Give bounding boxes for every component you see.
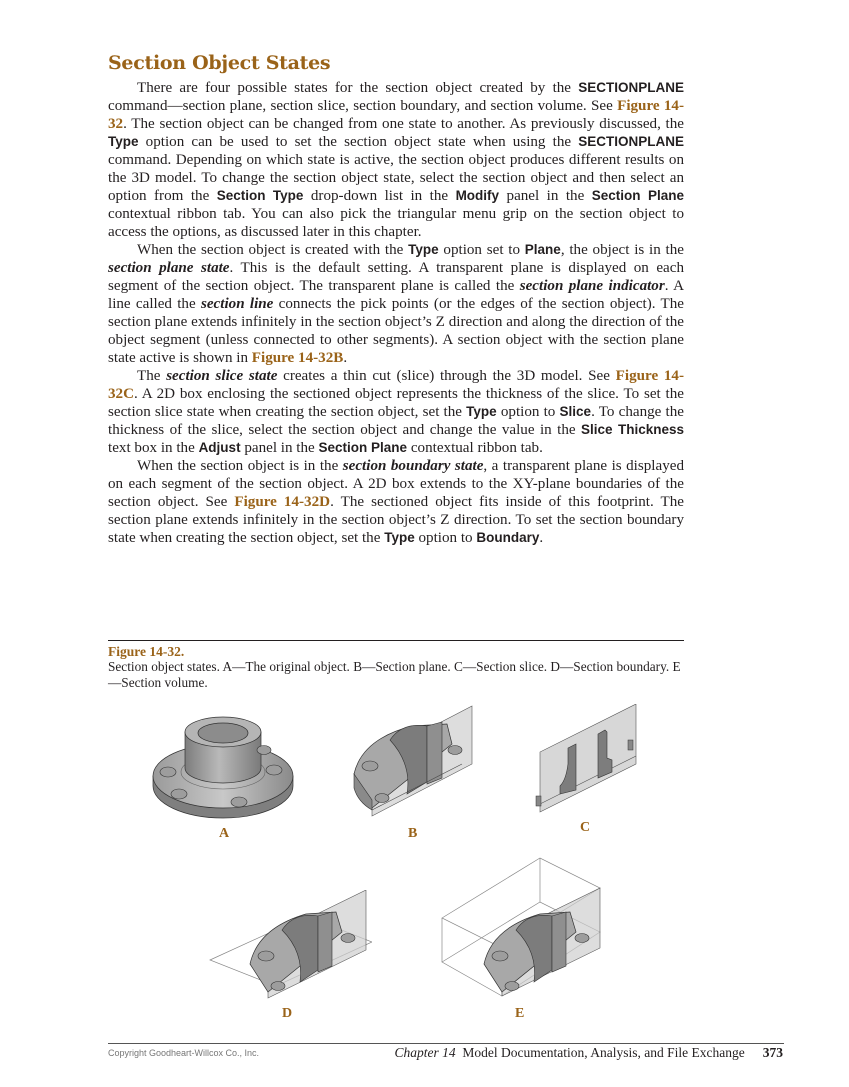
text-run: . A 2D box enclosing the sectioned object represents the thickness of the slice. To set the section slice state when creating the section object, set the: [108, 386, 684, 420]
text-run: , the object is in the: [560, 242, 684, 258]
key-term: section line: [200, 296, 274, 312]
key-term: section slice state: [166, 368, 278, 384]
text-run: option to: [414, 530, 477, 546]
text-run: text box in the: [108, 440, 199, 456]
key-term: section plane indicator: [519, 278, 665, 294]
text-run: panel in the: [240, 440, 319, 456]
text-run: command. Depending on which state is active, the section object produces different results on the 3D model. To change the section object state, select the section object and then select an option from the: [108, 152, 684, 204]
text-run: When the section object is created with the: [137, 242, 409, 258]
text-run: contextual ribbon tab.: [407, 440, 543, 456]
option-name: Type: [108, 134, 139, 149]
figure-label-a: A: [219, 826, 230, 841]
page-number: 373: [762, 1045, 783, 1060]
text-run: . The section object can be changed from one state to another. As previously discussed, the: [123, 116, 684, 132]
option-value: Slice: [559, 404, 592, 419]
chapter-title: Model Documentation, Analysis, and File Exchange: [462, 1045, 745, 1060]
text-run: creates a thin cut (slice) through the 3D model. See: [277, 368, 616, 384]
ui-element-name: Section Type: [216, 188, 304, 203]
text-run: . To change the thickness of the slice, select the section object and change the value in the: [108, 404, 684, 438]
text-run: , a transparent plane is displayed on each segment of the section object. A 2D box extends to the XY-plane boundaries of the section object. See: [108, 458, 684, 510]
running-footer: [395, 1045, 783, 1061]
text-run: option set to: [438, 242, 525, 258]
paragraph-1: [108, 79, 684, 241]
copyright-notice: Copyright Goodheart-Willcox Co., Inc.: [108, 1048, 260, 1058]
illustration-c-section-slice: [534, 704, 638, 814]
figure-label-c: C: [580, 820, 591, 835]
chapter-number: Chapter 14: [394, 1045, 456, 1060]
slice-plane: [540, 704, 636, 812]
text-run: The: [137, 368, 167, 384]
text-run: When the section object is in the: [137, 458, 343, 474]
figure-title: Figure 14-32.: [108, 644, 185, 659]
text-run: .: [539, 530, 544, 546]
option-name: Type: [466, 404, 497, 419]
figure-reference-link[interactable]: Figure 14-32: [108, 98, 685, 132]
text-run: contextual ribbon tab. You can also pick the triangular menu grip on the section object to access the options, as discussed later in this chapter.: [108, 206, 684, 240]
figure-divider: [108, 640, 684, 641]
option-name: Type: [408, 242, 439, 257]
text-run: option to: [496, 404, 560, 420]
illustration-d-section-boundary: [206, 890, 372, 1002]
text-run: There are four possible states for the section object created by the: [137, 80, 579, 96]
option-value: Boundary: [476, 530, 540, 545]
section-heading: Section Object States: [108, 52, 331, 74]
text-run: option can be used to set the section object state when using the: [138, 134, 579, 150]
paragraph-3: [108, 367, 684, 457]
illustration-b-section-plane: [352, 704, 474, 818]
figure-reference-link[interactable]: Figure 14-32D: [234, 494, 331, 510]
ui-element-name: Modify: [455, 188, 500, 203]
text-run: . A line called the: [108, 278, 684, 312]
text-run: connects the pick points (or the edges of the section object). The section plane extends infinitely in the section object’s Z direction and along the direction of the object segment (unless connected to other segments). A section object with the section plane state active is shown in: [108, 296, 684, 366]
option-name: Type: [384, 530, 415, 545]
option-value: Plane: [524, 242, 561, 257]
illustration-e-section-volume: [440, 854, 604, 1002]
figure-label-d: D: [282, 1006, 293, 1021]
ui-element-name: Slice Thickness: [581, 422, 684, 437]
text-run: .: [343, 350, 348, 366]
ui-element-name: Adjust: [198, 440, 241, 455]
figure-label-e: E: [515, 1006, 525, 1021]
command-name: SECTIONPLANE: [578, 80, 684, 95]
body-text: [108, 79, 684, 547]
figure-reference-link[interactable]: Figure 14-32B: [251, 350, 344, 366]
text-run: command—section plane, section slice, section boundary, and section volume. See: [108, 98, 618, 114]
text-run: panel in the: [499, 188, 592, 204]
text-run: . This is the default setting. A transparent plane is displayed on each segment of the section object. The transparent plane is called the: [108, 260, 684, 294]
figure-reference-link[interactable]: Figure 14-32C: [108, 368, 684, 402]
ui-element-name: Section Plane: [591, 188, 684, 203]
command-name: SECTIONPLANE: [578, 134, 684, 149]
key-term: section plane state: [108, 260, 230, 276]
illustration-a-original-object: [148, 712, 298, 820]
ui-element-name: Section Plane: [318, 440, 408, 455]
figure-label-b: B: [408, 826, 418, 841]
figure-caption: Section object states. A—The original object. B—Section plane. C—Section slice. D—Section boundary. E—Section volume.: [108, 659, 681, 690]
footer-divider: [108, 1043, 784, 1044]
paragraph-2: [108, 241, 684, 367]
text-run: drop-down list in the: [303, 188, 456, 204]
text-run: . The sectioned object fits inside of this footprint. The section plane extends infinitely in the section object’s Z direction. To set the section boundary state when creating the section object, set the: [108, 494, 684, 546]
key-term: section boundary state: [342, 458, 484, 474]
paragraph-4: [108, 457, 684, 547]
